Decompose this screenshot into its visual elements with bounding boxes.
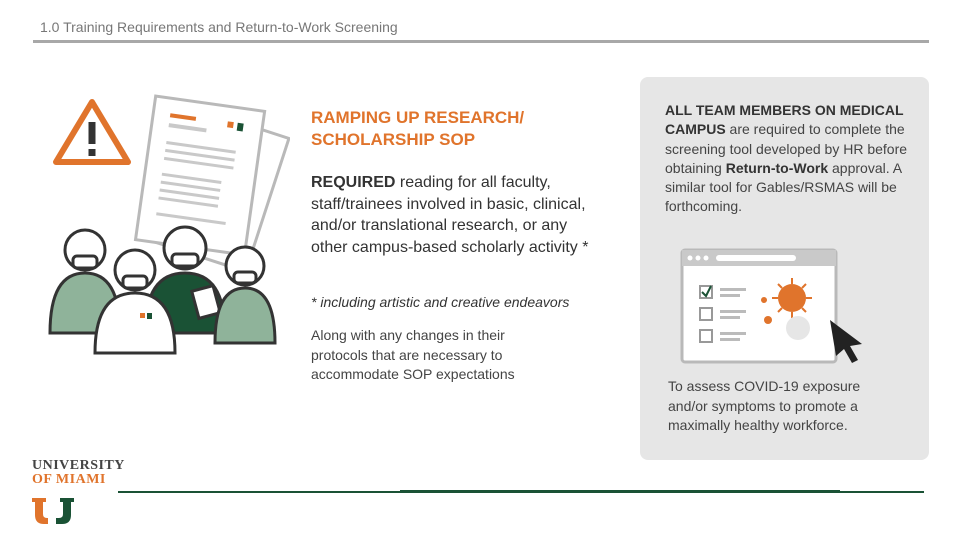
panel-bold-team: ALL TEAM MEMBERS ON MEDICAL CAMPUS (665, 102, 904, 138)
checklist-screen-icon (680, 248, 880, 368)
footer-divider-accent (400, 490, 840, 493)
panel-text-2: approval. A similar tool for Gables/RSMAS will be forthcoming. (665, 159, 902, 215)
panel-bold-rtw: Return-to-Work (725, 159, 829, 176)
page-header-title: 1.0 Training Requirements and Return-to-Work Screening (40, 19, 398, 35)
required-reading-text (311, 172, 596, 258)
required-label: REQUIRED (311, 174, 396, 191)
sop-illustration (40, 88, 290, 368)
sop-title: RAMPING UP RESEARCH/ SCHOLARSHIP SOP (311, 108, 525, 149)
u-logo-icon (32, 498, 74, 524)
warning-icon (56, 102, 128, 162)
protocol-changes-text: Along with any changes in their protocols that are necessary to accommodate SOP expectations (311, 327, 515, 382)
screening-caption: To assess COVID-19 exposure and/or symptoms to promote a maximally healthy workforce. (668, 378, 861, 433)
document-icon (136, 96, 289, 272)
required-body: reading for all faculty, staff/trainees involved in basic, clinical, and/or translational research, or any other campus-based scholarly activity * (311, 174, 589, 256)
logo-line-university: UNIVERSITY (32, 458, 125, 473)
logo-line-of-miami: OF MIAMI (32, 472, 106, 487)
panel-text-1: are required to complete the screening tool developed by HR before obtaining (665, 121, 908, 176)
screening-panel-text (665, 101, 915, 217)
footnote-text: * including artistic and creative endeavors (311, 294, 570, 310)
header-divider (33, 40, 929, 43)
university-logo (32, 459, 125, 487)
